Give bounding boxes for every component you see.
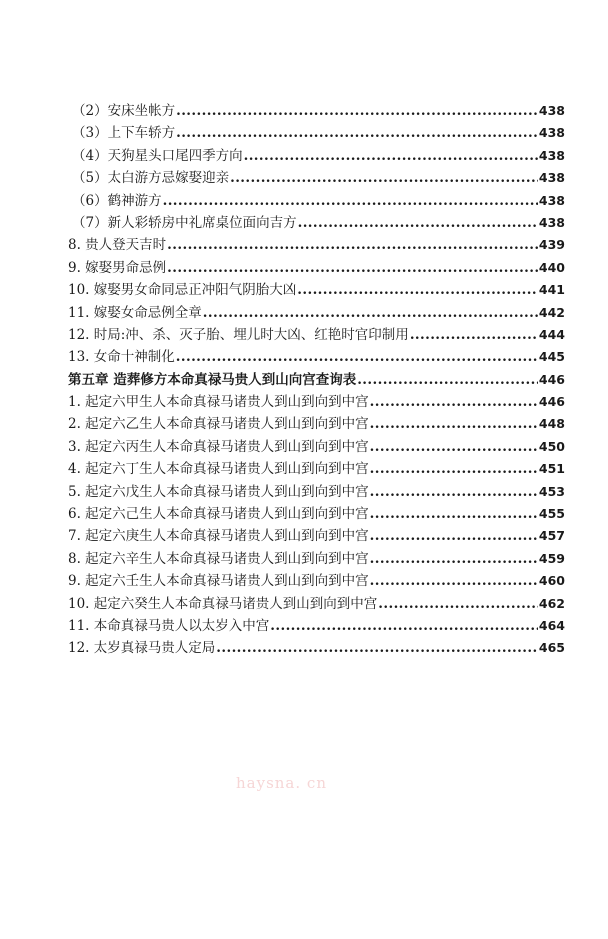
toc-entry[interactable] [68, 302, 565, 324]
dot-leader [370, 548, 538, 570]
dot-leader [298, 212, 538, 234]
toc-page-number: 453 [538, 483, 565, 499]
dot-leader [230, 167, 538, 189]
toc-entry[interactable] [68, 593, 565, 615]
toc-entry-title: （7）新人彩轿房中礼席桌位面向吉方 [72, 214, 297, 231]
dot-leader [370, 481, 538, 503]
toc-entry-title: 11. 本命真禄马贵人以太岁入中宫 [68, 617, 270, 634]
dot-leader [176, 122, 538, 144]
toc-entry-title: 13. 女命十神制化 [68, 349, 175, 366]
toc-entry-title: 2. 起定六乙生人本命真禄马诸贵人到山到向到中宫 [68, 416, 369, 433]
toc-entry[interactable] [68, 391, 565, 413]
toc-entry[interactable] [68, 637, 565, 659]
toc-chapter-heading[interactable] [68, 369, 565, 391]
toc-entry[interactable] [68, 100, 565, 122]
toc-entry-title: 12. 时局:冲、杀、灭子胎、埋儿时大凶、红艳时官印制用 [68, 326, 409, 343]
toc-entry[interactable] [68, 436, 565, 458]
dot-leader [370, 413, 538, 435]
toc-entry-title: 1. 起定六甲生人本命真禄马诸贵人到山到向到中宫 [68, 394, 369, 411]
toc-page-number: 438 [538, 214, 565, 230]
dot-leader [410, 324, 538, 346]
dot-leader [163, 190, 538, 212]
toc-entry[interactable] [68, 257, 565, 279]
toc-entry-title: 10. 嫁娶男女命同忌正冲阳气阴胎大凶 [68, 282, 297, 299]
toc-entry-title: 11. 嫁娶女命忌例全章 [68, 304, 202, 321]
toc-page-number: 465 [538, 640, 565, 656]
toc-entry-title: （6）鹤神游方 [72, 192, 162, 209]
toc-entry-title: 9. 嫁娶男命忌例 [68, 259, 167, 276]
toc-entry[interactable] [68, 212, 565, 234]
toc-entry-title: 8. 贵人登天吉时 [68, 237, 167, 254]
toc-page-number: 438 [538, 103, 565, 118]
toc-page-number: 455 [538, 506, 565, 522]
dot-leader [216, 637, 538, 659]
toc-entry-title: 6. 起定六己生人本命真禄马诸贵人到山到向到中宫 [68, 506, 369, 523]
toc-page-number: 438 [538, 147, 565, 163]
dot-leader [176, 100, 538, 122]
toc-page-number: 446 [538, 371, 565, 387]
toc-entry[interactable] [68, 570, 565, 592]
toc-entry[interactable] [68, 167, 565, 189]
toc-entry-title: （3）上下车轿方 [72, 125, 176, 142]
dot-leader [370, 503, 538, 525]
toc-page-number: 464 [538, 617, 565, 633]
toc-page-number: 459 [538, 550, 565, 566]
toc-entry-title: 5. 起定六戊生人本命真禄马诸贵人到山到向到中宫 [68, 483, 369, 500]
toc-entry[interactable] [68, 122, 565, 144]
toc-page-number: 462 [538, 595, 565, 611]
dot-leader [370, 436, 538, 458]
toc-entry[interactable] [68, 413, 565, 435]
toc-page-number: 445 [538, 349, 565, 365]
toc-page-number: 439 [538, 237, 565, 253]
dot-leader [370, 570, 538, 592]
toc-entry[interactable] [68, 346, 565, 368]
toc-page-number: 438 [538, 192, 565, 208]
toc-entry-title: 8. 起定六辛生人本命真禄马诸贵人到山到向到中宫 [68, 550, 369, 567]
watermark: haysna. cn [236, 774, 327, 792]
dot-leader [176, 346, 538, 368]
toc-entry-title: 第五章 造葬修方本命真禄马贵人到山向宫查询表 [68, 371, 357, 388]
toc-entry-title: （5）太白游方忌嫁娶迎亲 [72, 170, 230, 187]
toc-page-number: 451 [538, 461, 565, 477]
dot-leader [167, 234, 538, 256]
table-of-contents [68, 100, 565, 660]
toc-entry-title: 12. 太岁真禄马贵人定局 [68, 640, 216, 657]
toc-page-number: 460 [538, 573, 565, 589]
toc-page-number: 444 [538, 326, 565, 342]
dot-leader [357, 369, 538, 391]
dot-leader [270, 615, 538, 637]
toc-page-number: 438 [538, 125, 565, 141]
toc-entry-title: 7. 起定六庚生人本命真禄马诸贵人到山到向到中宫 [68, 528, 369, 545]
dot-leader [378, 593, 538, 615]
toc-page-number: 450 [538, 438, 565, 454]
toc-page-number: 457 [538, 528, 565, 544]
toc-page-number: 438 [538, 170, 565, 186]
toc-entry[interactable] [68, 458, 565, 480]
toc-entry[interactable] [68, 525, 565, 547]
toc-entry[interactable] [68, 279, 565, 301]
toc-page-number: 441 [538, 282, 565, 298]
toc-page-number: 446 [538, 394, 565, 410]
dot-leader [370, 525, 538, 547]
toc-entry[interactable] [68, 481, 565, 503]
toc-entry[interactable] [68, 548, 565, 570]
toc-entry[interactable] [68, 615, 565, 637]
toc-entry-title: 3. 起定六丙生人本命真禄马诸贵人到山到向到中宫 [68, 438, 369, 455]
dot-leader [203, 302, 538, 324]
dot-leader [167, 257, 538, 279]
toc-entry[interactable] [68, 190, 565, 212]
dot-leader [370, 391, 538, 413]
toc-entry[interactable] [68, 324, 565, 346]
dot-leader [370, 458, 538, 480]
toc-entry-title: （4）天狗星头口尾四季方向 [72, 147, 243, 164]
dot-leader [244, 145, 538, 167]
toc-entry[interactable] [68, 503, 565, 525]
toc-entry-title: 10. 起定六癸生人本命真禄马诸贵人到山到向到中宫 [68, 595, 378, 612]
toc-page-number: 440 [538, 259, 565, 275]
dot-leader [297, 279, 538, 301]
toc-entry[interactable] [68, 145, 565, 167]
toc-page-number: 448 [538, 416, 565, 432]
toc-entry[interactable] [68, 234, 565, 256]
toc-entry-title: 9. 起定六壬生人本命真禄马诸贵人到山到向到中宫 [68, 573, 369, 590]
toc-entry-title: 4. 起定六丁生人本命真禄马诸贵人到山到向到中宫 [68, 461, 369, 478]
toc-entry-title: （2）安床坐帐方 [72, 103, 176, 119]
toc-page-number: 442 [538, 304, 565, 320]
